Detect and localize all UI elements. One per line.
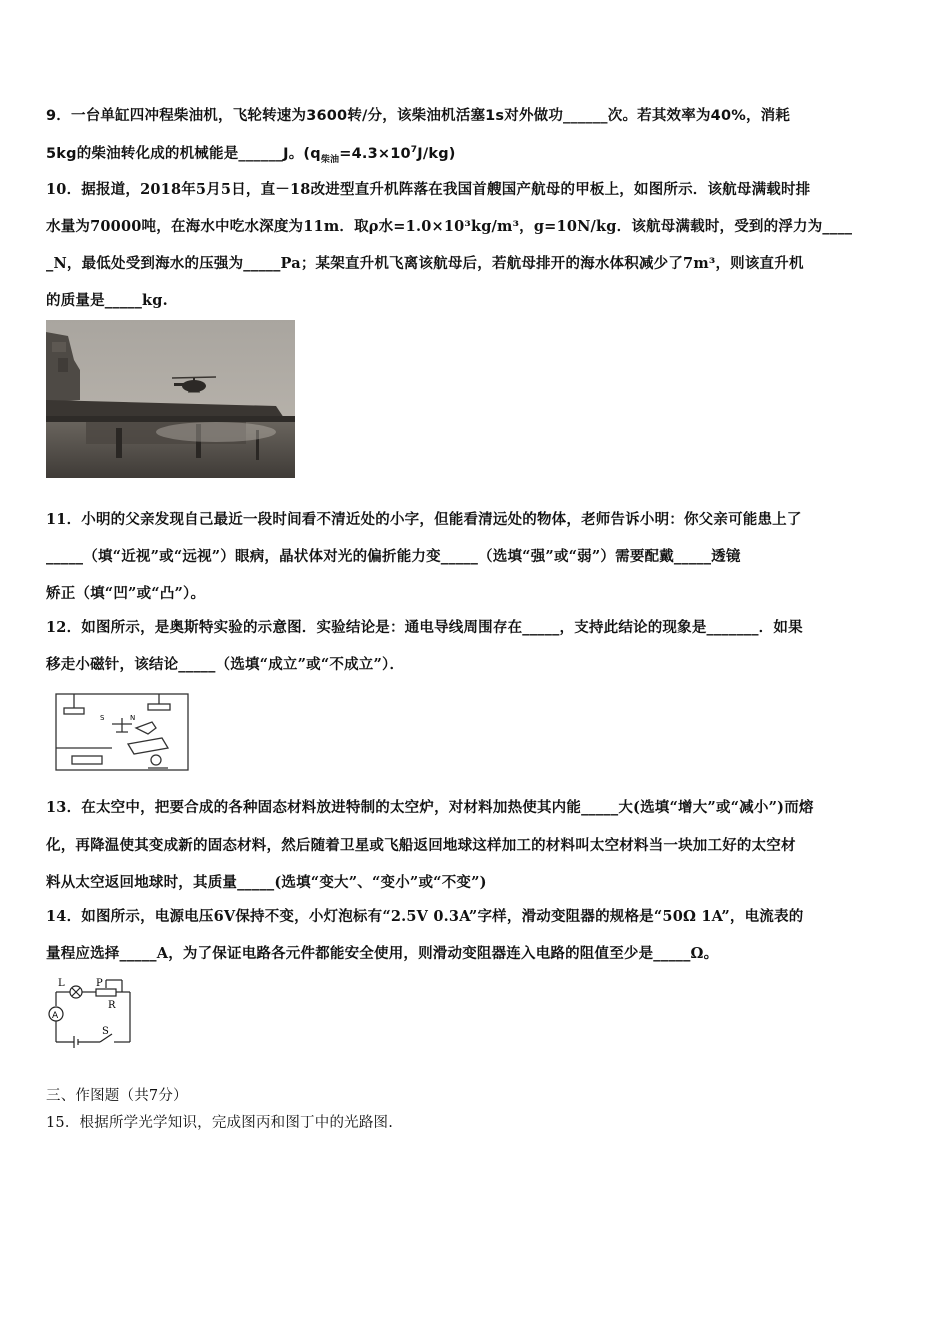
- q13-line2: 化，再降温使其变成新的固态材料，然后随着卫星或飞船返回地球这样加工的材料叫太空材料当一块加工好的太空材: [46, 837, 796, 854]
- q11-line1: 11．小明的父亲发现自己最近一段时间看不清近处的小字，但能看清远处的物体，老师告诉小明：你父亲可能患上了: [46, 511, 802, 528]
- q9-line2-post: J/kg): [417, 146, 456, 162]
- q10-line3: _N，最低处受到海水的压强为_____Pa；某架直升机飞离该航母后，若航母排开的海水体积减少了7m³，则该直升机: [46, 255, 804, 272]
- q11-line3: 矫正（填“凹”或“凸”）。: [46, 585, 206, 602]
- q13-line1: 13．在太空中，把要合成的各种固态材料放进特制的太空炉，对材料加热使其内能_____大(选填“增大”或“减小”)而熔: [46, 799, 814, 816]
- section-3-heading: 三、作图题（共7分）: [46, 1088, 188, 1104]
- q9-line2-sup: 7: [410, 145, 418, 156]
- circuit-diagram-figure: [44, 976, 140, 1048]
- q9-line2: [46, 142, 456, 165]
- q9-line2-sub: 柴油: [320, 154, 340, 165]
- circuit-label-l: L: [58, 978, 65, 989]
- oersted-label-s: S: [100, 714, 105, 722]
- q9-line1: 9．一台单缸四冲程柴油机，飞轮转速为3600转/分，该柴油机活塞1s对外做功______次。若其效率为40%，消耗: [46, 108, 791, 124]
- circuit-label-a: A: [52, 1011, 59, 1021]
- q9-line2-mid: =4.3×10: [339, 146, 411, 162]
- q10-line1: 10．据报道，2018年5月5日，直－18改进型直升机阵落在我国首艘国产航母的甲板上，如图所示．该航母满载时排: [46, 181, 811, 198]
- q14-line1: 14．如图所示，电源电压6V保持不变，小灯泡标有“2.5V 0.3A”字样，滑动变阻器的规格是“50Ω 1A”，电流表的: [46, 908, 804, 925]
- q14-line2: 量程应选择_____A，为了保证电路各元件都能安全使用，则滑动变阻器连入电路的阻值至少是_____Ω。: [46, 945, 719, 962]
- q15-text: 15．根据所学光学知识，完成图丙和图丁中的光路图.: [46, 1115, 394, 1131]
- circuit-label-r: R: [108, 1000, 116, 1011]
- q12-line2: 移走小磁针，该结论_____（选填“成立”或“不成立”）．: [46, 656, 405, 673]
- circuit-label-s: S: [102, 1026, 109, 1037]
- q12-line1: 12．如图所示，是奥斯特实验的示意图．实验结论是：通电导线周围存在_____，支持此结论的现象是_______．如果: [46, 619, 803, 636]
- q11-line2: _____（填“近视”或“远视”）眼病，晶状体对光的偏折能力变_____（选填“强”或“弱”）需要配戴_____透镜: [46, 548, 741, 565]
- q10-line2: 水量为70000吨，在海水中吃水深度为11m．取ρ水=1.0×10³kg/m³，g=10N/kg．该航母满载时，受到的浮力为____: [46, 218, 853, 235]
- circuit-label-p: P: [96, 978, 103, 989]
- q10-line4: 的质量是_____kg.: [46, 292, 168, 309]
- carrier-helicopter-photo: [46, 320, 295, 478]
- q13-line3: 料从太空返回地球时，其质量_____(选填“变大”、“变小”或“不变”): [46, 874, 487, 891]
- oersted-experiment-figure: [52, 688, 200, 776]
- oersted-label-n: N: [130, 714, 136, 722]
- q9-line2-pre: 5kg的柴油转化成的机械能是______J。(q: [46, 146, 321, 162]
